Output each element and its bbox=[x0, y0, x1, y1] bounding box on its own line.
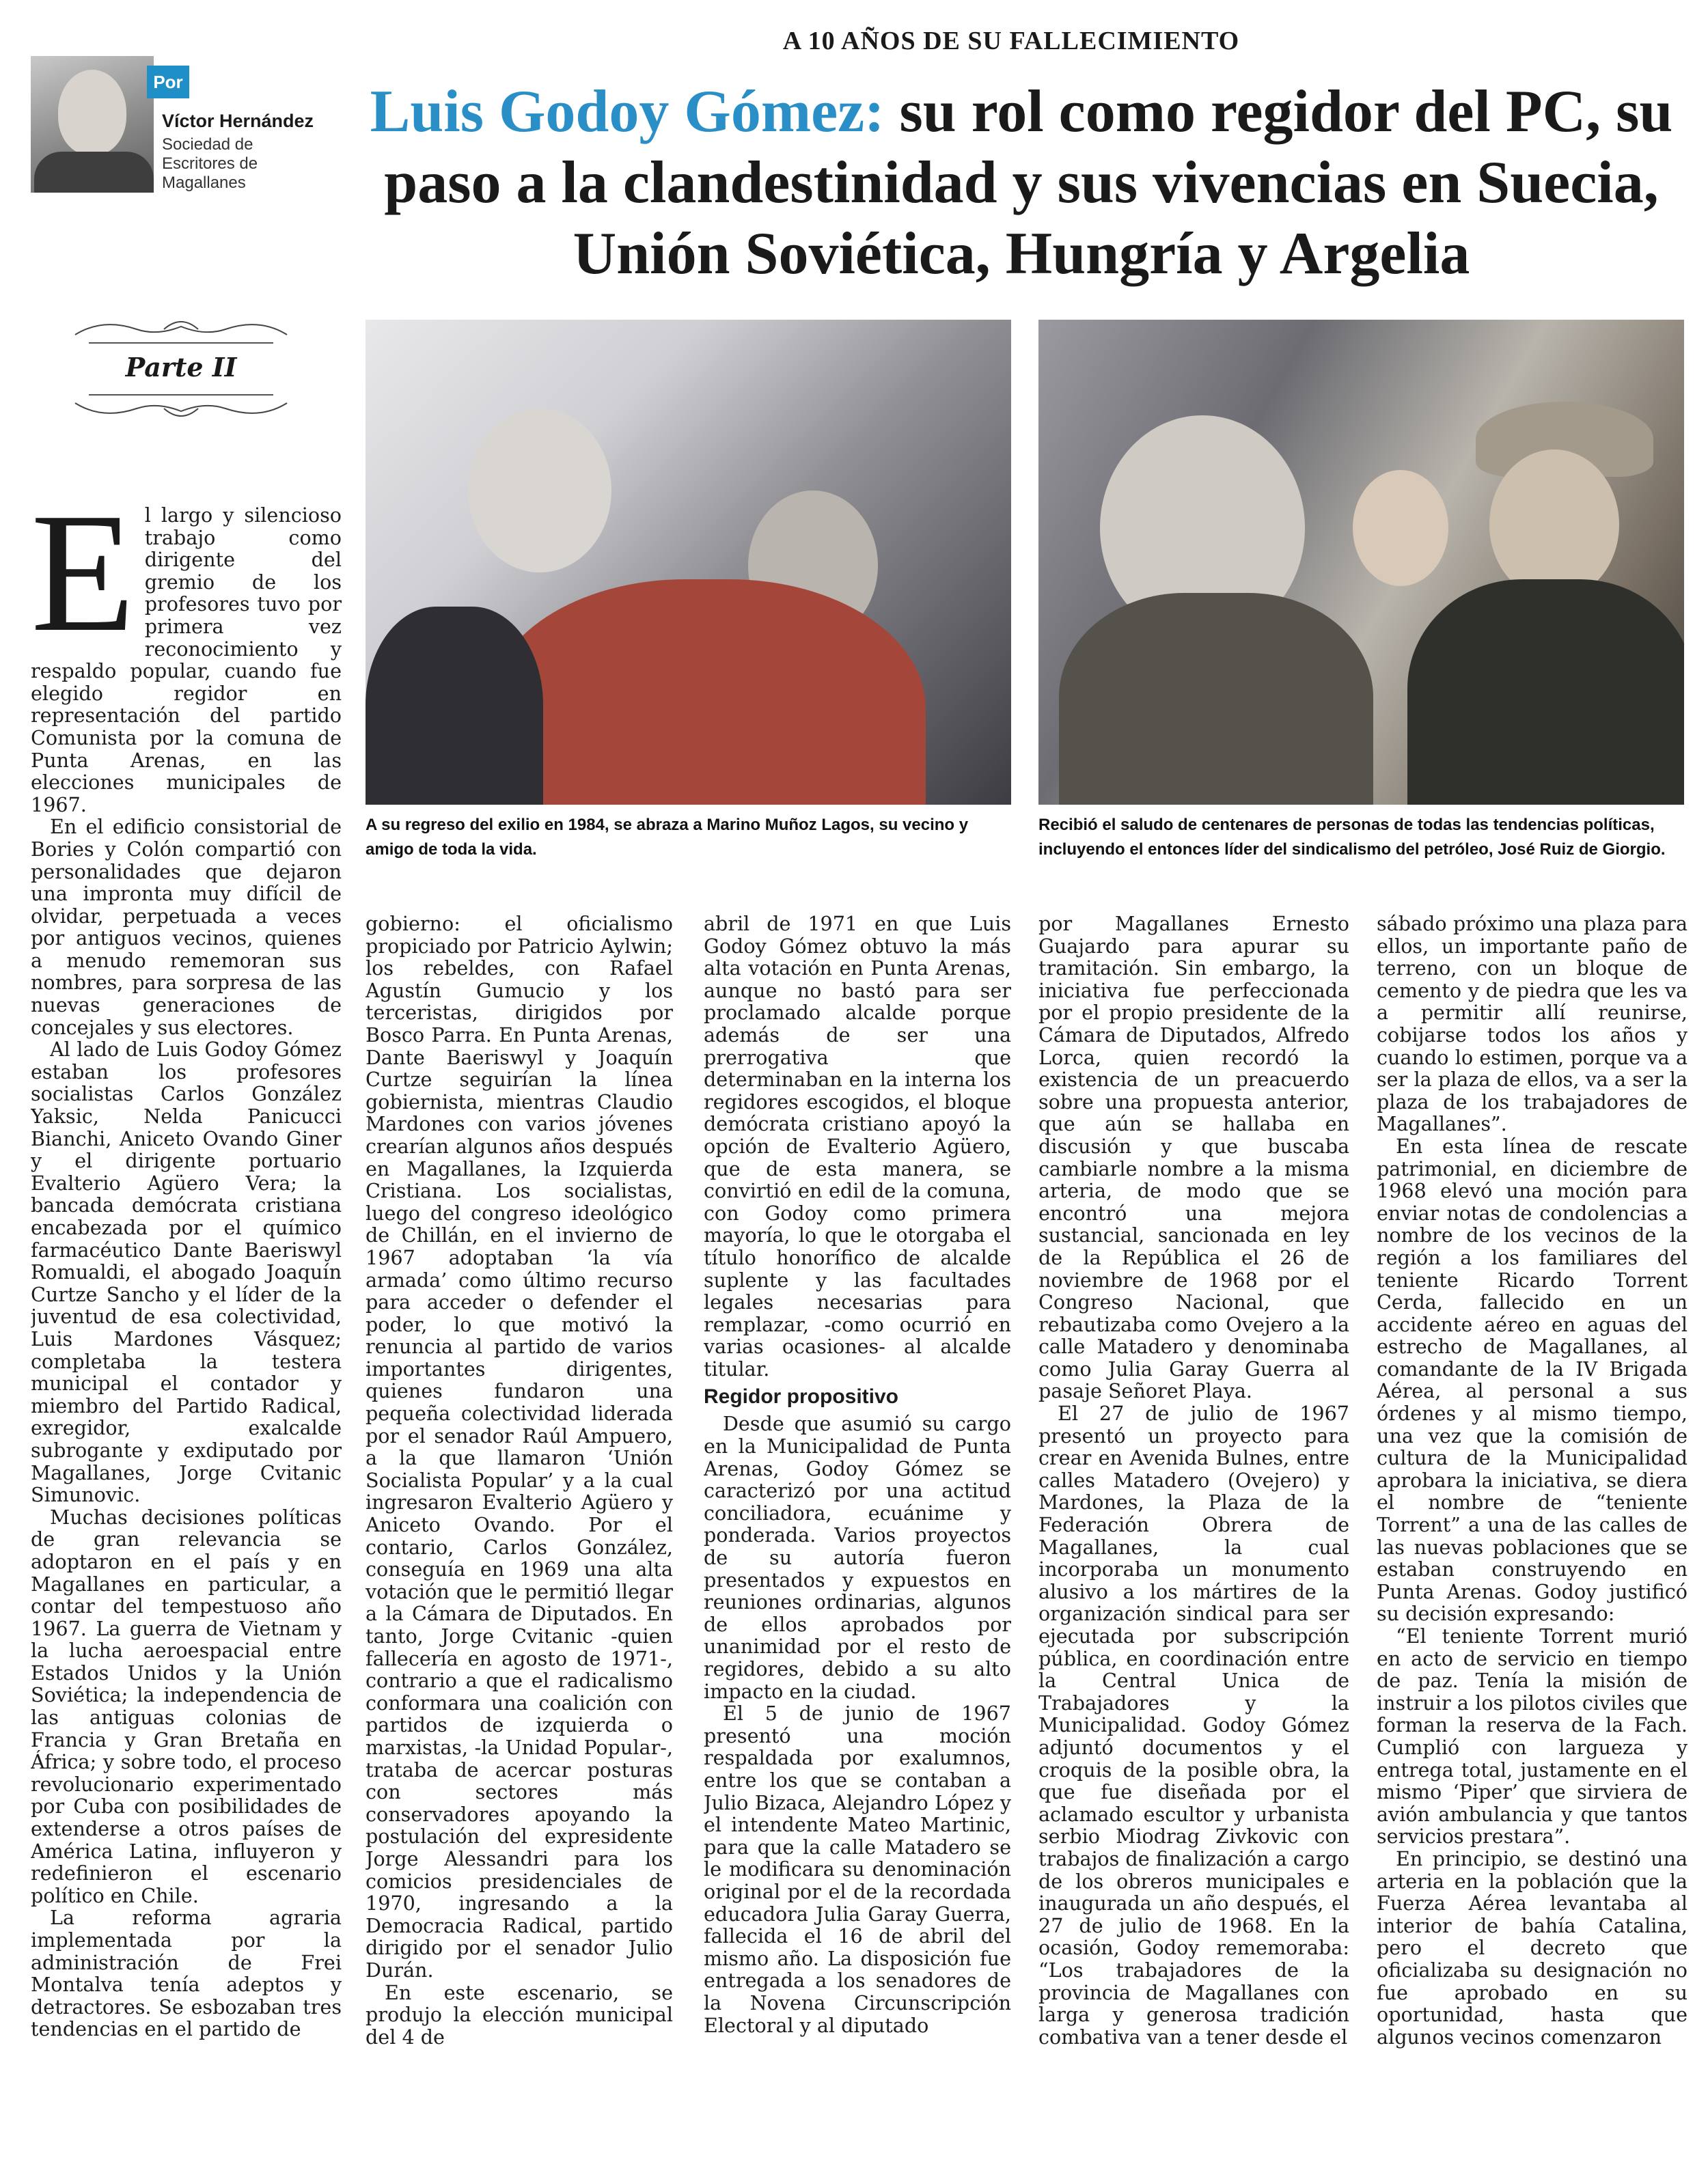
paragraph: En esta línea de rescate patrimonial, en diciembre de 1968 elevó una moción para enviar notas de condolencias a nombre de los vecinos de la región a los familiares del teniente Ricardo Torrent Cerda, fallecido en un accidente aéreo en aguas del estrecho de Magallanes, al comandante de la IV Brigada Aérea, al personal a sus órdenes y al mismo tiempo, una vez que la comisión de cultura de la Municipalidad aprobara la iniciativa, se diera el nombre de “teniente Torrent” a una de las calles de las nuevas poblaciones que se estaban construyendo en Punta Arenas. Godoy justificó su decisión expresando: bbox=[1377, 1134, 1688, 1626]
photo-caption: A su regreso del exilio en 1984, se abraza a Marino Muñoz Lagos, su vecino y amigo de toda la vida. bbox=[366, 816, 969, 859]
headline-highlight: Luis Godoy Gómez: bbox=[370, 79, 885, 145]
section-ornament bbox=[61, 314, 301, 424]
kicker: A 10 AÑOS DE SU FALLECIMIENTO bbox=[782, 27, 1240, 55]
paragraph: La reforma agraria implementada por la administración de Frei Montalva tenía adeptos y detractores. Se esbozaban tres tendencias en el partido de bbox=[31, 1906, 342, 2041]
paragraph: Al lado de Luis Godoy Gómez estaban los profesores socialistas Carlos González Yaksic, Nelda Panicucci Bianchi, Aniceto Ovando Giner y el dirigente portuario Evalterio Agüero Vera; la bancada demócrata cristiana encabezada por el químico farmacéutico Dante Baeriswyl Romualdi, el abogado Joaquín Curtze Sancho y el líder de la juventud de esa colectividad, Luis Mardones Vásquez; completaba la testera municipal el contador y miembro del Partido Radical, exregidor, exalcalde subrogante y exdiputado por Magallanes, Jorge Cvitanic Simunovic. bbox=[31, 1038, 342, 1507]
paragraph: abril de 1971 en que Luis Godoy Gómez obtuvo la más alta votación en Punta Arenas, aunque no bastó para ser proclamado alcalde porque además de ser una prerrogativa que determinaban en la interna los regidores escogidos, el bloque demócrata cristiano apoyó la opción de Evalterio Agüero, que de esta manera, se convirtió en edil de la comuna, con Godoy como primera mayoría, lo que le otorgaba el título honorífico de alcalde suplente y las facultades legales necesarias para remplazar, -como ocurrió en varias ocasiones- al alcalde titular. bbox=[704, 913, 1011, 1381]
paragraph: El 5 de junio de 1967 presentó una moción respaldada por exalumnos, entre los que se contaban a Julio Bizaca, Alejandro López y el intendente Mateo Martinic, para que la calle Matadero se le modificara su denominación original por el de la recordada educadora Julia Garay Guerra, fallecida el 16 de abril del mismo año. La disposición fue entregada a los senadores de la Novena Circunscripción Electoral y al diputado bbox=[704, 1702, 1011, 2037]
headline-rest: su rol como regidor del PC, su paso a la clandestinidad y sus vivencias en Suecia, Unión Soviética, Hungría y Argelia bbox=[384, 79, 1673, 287]
author-affiliation: Sociedad de Escritores de Magallanes bbox=[162, 135, 258, 192]
author-badge: Por bbox=[147, 66, 189, 98]
paragraph: gobierno: el oficialismo propiciado por Patricio Aylwin; los rebeldes, con Rafael Agustín Gumucio y los terceristas, dirigidos por Bosco Parra. En Punta Arenas, Dante Baeriswyl y Joaquín Curtze seguirían la línea gobiernista, mientras Claudio Mardones con varios jóvenes crearían algunos años después en Magallanes, la Izquierda Cristiana. Los socialistas, luego del congreso ideológico de Chillán, en el invierno de 1967 adoptaban ‘la vía armada’ como último recurso para acceder o defender el poder, lo que motivó la renuncia al partido de varios importantes dirigentes, quienes fundaron una pequeña colectividad liderada por el senador Raúl Ampuero, a la que llamaron ‘Unión Socialista Popular’ y a la cual ingresaron Evalterio Agüero y Aniceto Ovando. Por el contario, Carlos González, conseguía en 1969 una alta votación que le permitió llegar a la Cámara de Diputados. En tanto, Jorge Cvitanic -quien fallecería en agosto de 1971-, contrario a que el radicalismo conformara una coalición con partidos de izquierda o marxistas, -la Unidad Popular-, trataba de acercar posturas con sectores más conservadores apoyando la postulación del expresidente Jorge Alessandri para los comicios presidenciales de 1970, ingresando a la Democracia Radical, partido dirigido por el senador Julio Durán. bbox=[366, 913, 673, 1982]
paragraph: “El teniente Torrent murió en acto de servicio en tiempo de paz. Tenía la misión de instruir a los pilotos civiles que forman la reserva de la Fach. Cumplió con largueza y entrega total, justamente en el mismo ‘Piper’ que sirviera de avión ambulancia y que tantos servicios prestara”. bbox=[1377, 1624, 1688, 1848]
paragraph: El 27 de julio de 1967 presentó un proyecto para crear en Avenida Bulnes, entre calles Matadero (Ovejero) y Mardones, la Plaza de la Federación Obrera de Magallanes, la cual incorporaba un monumento alusivo a los mártires de la organización sindical para ser ejecutada por subscripción pública, en coordinación entre la Central Unica de Trabajadores y la Municipalidad. Godoy Gómez adjuntó documentos y el croquis de la posible obra, la que fue diseñada por el aclamado escultor y urbanista serbio Miodrag Zivkovic con trabajos de finalización a cargo de los obreros municipales e inaugurada un año después, el 27 de julio de 1968. En la ocasión, Godoy rememoraba: “Los trabajadores de la provincia de Magallanes con larga y generosa tradición combativa van a tener desde el bbox=[1038, 1402, 1349, 2049]
drop-cap: E bbox=[31, 504, 135, 667]
paragraph: por Magallanes Ernesto Guajardo para apurar su tramitación. Sin embargo, la iniciativa fue perfeccionada por el propio presidente de la Cámara de Diputados, Alfredo Lorca, quien recordó la existencia de un preacuerdo sobre una propuesta anterior, que aún se hallaba en discusión y que buscaba cambiarle nombre a la misma arteria, de modo que se encontró una mejora sustancial, sancionada en ley de la República el 26 de noviembre de 1968 por el Congreso Nacional, que rebautizaba como Ovejero a la calle Matadero y denominaba como Julia Garay Guerra al pasaje Señoret Playa. bbox=[1038, 913, 1349, 1403]
paragraph: En el edificio consistorial de Bories y Colón compartió con personalidades que dejaron una impronta muy difícil de olvidar, perpetuada a veces por antiguos vecinos, quienes a menudo rememoran sus nombres, para sorpresa de las nuevas generaciones de concejales y sus electores. bbox=[31, 815, 342, 1039]
paragraph: Desde que asumió su cargo en la Municipalidad de Punta Arenas, Godoy Gómez se caracterizó por una actitud conciliadora, ecuánime y ponderada. Varios proyectos de su autoría fueron presentados y expuestos en reuniones ordinarias, algunos de ellos aprobados por unanimidad por el resto de regidores, debido a su alto impacto en la ciudad. bbox=[704, 1412, 1011, 1703]
article-column-2 bbox=[366, 913, 673, 2164]
photo-embrace bbox=[366, 320, 1011, 805]
article-column-1 bbox=[31, 504, 342, 2164]
paragraph: l largo y silencioso trabajo como dirigente del gremio de los profesores tuvo por primera vez reconocimiento y respaldo popular, cuando fue elegido regidor en representación del partido Comunista por la comuna de Punta Arenas, en las elecciones municipales de 1967. bbox=[31, 504, 342, 816]
paragraph: sábado próximo una plaza para ellos, un importante paño de terreno, con un bloque de cemento y de piedra que les va a permitir allí reunirse, cobijarse todos los años y cuando lo estimen, porque va a ser la plaza de ellos, va a ser la plaza de los trabajadores de Magallanes”. bbox=[1377, 913, 1688, 1136]
paragraph: En este escenario, se produjo la elección municipal del 4 de bbox=[366, 1980, 673, 2049]
article-column-3 bbox=[704, 913, 1011, 2164]
author-photo bbox=[31, 56, 154, 193]
article-column-4 bbox=[1038, 913, 1349, 2164]
article-column-5 bbox=[1377, 913, 1688, 2164]
photo-caption: Recibió el saludo de centenares de personas de todas las tendencias políticas, incluyendo el entonces líder del sindicalismo del petróleo, José Ruiz de Giorgio. bbox=[1038, 816, 1666, 859]
paragraph: En principio, se destinó una arteria en la población que la Fuerza Aérea levantaba al interior de bahía Catalina, pero el decreto que oficializaba su designación no fue aprobado en su oportunidad, hasta que algunos vecinos comenzaron bbox=[1377, 1846, 1688, 2049]
photo-greeting bbox=[1038, 320, 1684, 805]
subheading: Regidor propositivo bbox=[704, 1385, 898, 1409]
section-label: Parte II bbox=[125, 352, 237, 383]
headline bbox=[355, 77, 1688, 290]
paragraph: Muchas decisiones políticas de gran relevancia se adoptaron en el país y en Magallanes en particular, a contar del tempestuoso año 1967. La guerra de Vietnam y la lucha aeroespacial entre Estados Unidos y la Unión Soviética; la independencia de las antiguas colonias de Francia y Gran Bretaña en África; y sobre todo, el proceso revolucionario experimentado por Cuba con posibilidades de extenderse a otros países de América Latina, influyeron y redefinieron el escenario político en Chile. bbox=[31, 1505, 342, 1907]
author-name: Víctor Hernández bbox=[162, 111, 314, 131]
